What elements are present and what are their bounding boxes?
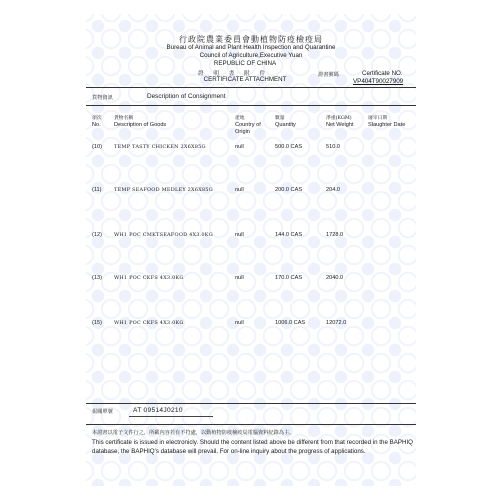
col-desc-header: Description of Goods bbox=[114, 122, 167, 128]
item-quantity: 1006.0 CAS bbox=[275, 320, 306, 326]
item-net-weight: 2040.0 bbox=[326, 275, 344, 281]
consignment-label-chinese: 貨物資訊 bbox=[92, 95, 113, 101]
item-description: TEMP SEAFOOD MEDLEY 2X6X85G bbox=[114, 187, 213, 193]
notice-english: This certificate is issued in electronicly. Should the content listed above be different from that recorded in the BAPHIQ database, the BAPHIQ's database will prevail. For on-line inquiry about the progress of applications. bbox=[92, 439, 413, 456]
item-net-weight: 1728.0 bbox=[326, 232, 344, 238]
consignment-label-english: Description of Consignment bbox=[147, 93, 226, 100]
certificate-number-label-chinese: 證書號碼 bbox=[318, 72, 339, 78]
certificate-number-value: VP404T90027909 bbox=[353, 78, 404, 85]
certificate-number-label: Certificate NO. bbox=[362, 70, 403, 77]
col-desc-cn: 貨物名稱 bbox=[114, 116, 134, 121]
attachment-title-english: CERTIFICATE ATTACHMENT bbox=[203, 76, 287, 83]
application-number-label: 報關單號 bbox=[92, 409, 113, 415]
item-quantity: 500.0 CAS bbox=[275, 144, 303, 150]
item-origin: null bbox=[235, 187, 244, 193]
application-number-underline bbox=[129, 416, 213, 417]
item-origin: null bbox=[235, 275, 244, 281]
col-no-cn: 項次 bbox=[92, 116, 102, 121]
application-top-divider bbox=[86, 403, 416, 404]
col-origin-header: Country of Origin bbox=[235, 122, 261, 135]
item-origin: null bbox=[235, 144, 244, 150]
item-number: (15) bbox=[92, 320, 102, 326]
notice-divider bbox=[86, 424, 416, 425]
item-description: TEMP TASTY CHICKEN 2X6X85G bbox=[114, 144, 206, 150]
item-quantity: 144.0 CAS bbox=[275, 232, 303, 238]
col-qty-cn: 數量 bbox=[275, 116, 285, 121]
item-description: WH1 POC CKFS 4X3.0KG bbox=[114, 320, 184, 326]
item-description: WH1 POC CMKTSEAFOOD 4X3.0KG bbox=[114, 232, 213, 238]
col-net-header: Net Weight bbox=[326, 122, 354, 128]
item-origin: null bbox=[235, 232, 244, 238]
header-divider bbox=[86, 87, 416, 88]
col-no-header: No. bbox=[92, 122, 101, 128]
item-quantity: 170.0 CAS bbox=[275, 275, 303, 281]
item-quantity: 200.0 CAS bbox=[275, 187, 303, 193]
item-net-weight: 510.0 bbox=[326, 144, 340, 150]
item-net-weight: 12072.0 bbox=[326, 320, 347, 326]
notice-chinese: 本證書以電子文件行之，所載內容若有不符處，以動植物防疫檢疫局電腦資料紀錄為主。 bbox=[92, 430, 295, 436]
council-name-english: Council of Agriculture,Executive Yuan bbox=[199, 52, 303, 59]
item-description: WH1 POC CKFS 4X3.0KG bbox=[114, 275, 184, 281]
col-origin-cn: 產地 bbox=[235, 116, 245, 121]
item-net-weight: 204.0 bbox=[326, 187, 340, 193]
item-number: (11) bbox=[92, 187, 102, 193]
col-net-cn: 淨重(KGM) bbox=[326, 116, 352, 121]
bureau-title-chinese: 行政院農業委員會動植物防疫檢疫局 bbox=[179, 35, 323, 44]
item-number: (12) bbox=[92, 232, 102, 238]
certificate-sheet bbox=[86, 14, 416, 486]
item-origin: null bbox=[235, 320, 244, 326]
bureau-name-english: Bureau of Animal and Plant Health Inspection and Quarantine bbox=[166, 44, 336, 51]
col-slaughter-cn: 屠宰日期 bbox=[368, 116, 388, 121]
consignment-divider bbox=[86, 105, 416, 106]
col-qty-header: Quantity bbox=[275, 122, 296, 128]
item-number: (10) bbox=[92, 144, 102, 150]
attachment-title-chinese: 證 明 書 附 件 bbox=[198, 71, 270, 77]
country-name: REPUBLIC OF CHINA bbox=[213, 60, 277, 67]
item-number: (13) bbox=[92, 275, 102, 281]
col-slaughter-header: Slaughter Date bbox=[368, 122, 406, 128]
application-number-value: AT 09514J0210 bbox=[133, 407, 183, 414]
